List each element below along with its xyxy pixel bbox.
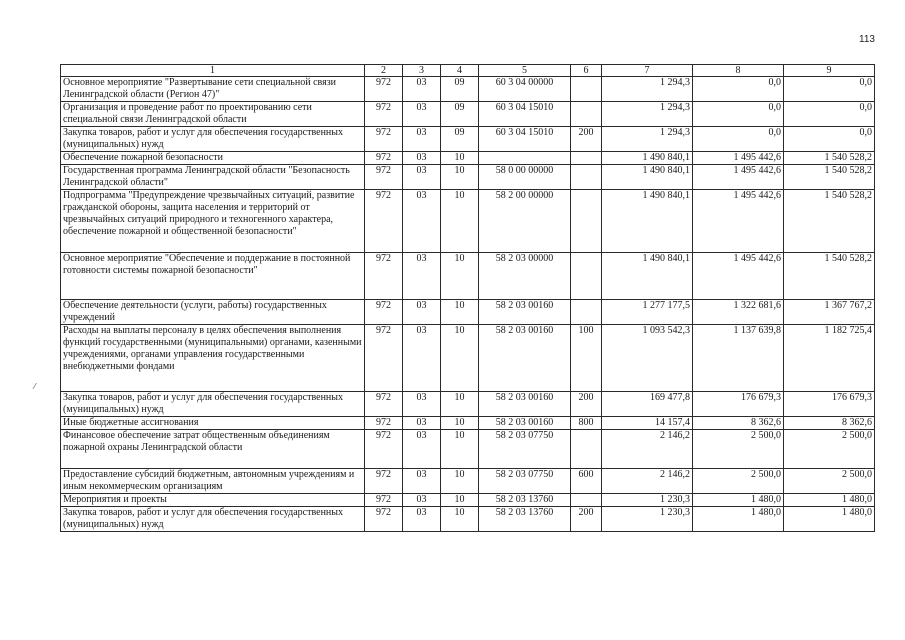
expense-type-cell: 100 (571, 325, 602, 392)
target-article-cell: 58 2 03 00160 (479, 417, 571, 430)
section-code-cell: 03 (403, 507, 441, 532)
amount-col8-cell: 8 362,6 (693, 417, 784, 430)
section-code-cell: 03 (403, 102, 441, 127)
amount-col9-cell: 2 500,0 (784, 430, 875, 469)
subsection-code-cell: 10 (441, 300, 479, 325)
ministry-code-cell: 972 (365, 430, 403, 469)
header-cell: 9 (784, 65, 875, 77)
amount-col8-cell: 1 480,0 (693, 507, 784, 532)
section-code-cell: 03 (403, 417, 441, 430)
section-code-cell: 03 (403, 494, 441, 507)
table-row (61, 430, 875, 469)
header-cell: 1 (61, 65, 365, 77)
item-name-cell: Мероприятия и проекты (61, 494, 365, 507)
section-code-cell: 03 (403, 253, 441, 300)
header-cell: 2 (365, 65, 403, 77)
item-name-cell: Основное мероприятие "Обеспечение и поддержание в постоянной готовности системы пожарной безопасности" (61, 253, 365, 300)
target-article-cell: 58 2 03 00160 (479, 392, 571, 417)
expense-type-cell (571, 190, 602, 253)
item-name-cell: Государственная программа Ленинградской области "Безопасность Ленинградской области" (61, 165, 365, 190)
budget-table (60, 64, 875, 532)
expense-type-cell (571, 300, 602, 325)
header-cell: 6 (571, 65, 602, 77)
item-name-cell: Обеспечение пожарной безопасности (61, 152, 365, 165)
expense-type-cell (571, 494, 602, 507)
amount-col8-cell: 0,0 (693, 102, 784, 127)
ministry-code-cell: 972 (365, 102, 403, 127)
amount-col8-cell: 1 495 442,6 (693, 152, 784, 165)
expense-type-cell: 200 (571, 127, 602, 152)
amount-col9-cell: 1 540 528,2 (784, 253, 875, 300)
expense-type-cell (571, 152, 602, 165)
target-article-cell: 60 3 04 00000 (479, 77, 571, 102)
item-name-cell: Предоставление субсидий бюджетным, автономным учреждениям и иным некоммерческим организациям (61, 469, 365, 494)
amount-col7-cell: 1 490 840,1 (602, 152, 693, 165)
header-cell: 7 (602, 65, 693, 77)
ministry-code-cell: 972 (365, 417, 403, 430)
table-row (61, 152, 875, 165)
header-cell: 3 (403, 65, 441, 77)
amount-col9-cell: 1 480,0 (784, 494, 875, 507)
amount-col9-cell: 8 362,6 (784, 417, 875, 430)
amount-col7-cell: 1 490 840,1 (602, 165, 693, 190)
amount-col8-cell: 176 679,3 (693, 392, 784, 417)
ministry-code-cell: 972 (365, 392, 403, 417)
amount-col9-cell: 1 540 528,2 (784, 165, 875, 190)
expense-type-cell: 800 (571, 417, 602, 430)
section-code-cell: 03 (403, 190, 441, 253)
amount-col7-cell: 2 146,2 (602, 430, 693, 469)
target-article-cell: 60 3 04 15010 (479, 102, 571, 127)
section-code-cell: 03 (403, 152, 441, 165)
ministry-code-cell: 972 (365, 190, 403, 253)
target-article-cell: 58 2 03 07750 (479, 430, 571, 469)
amount-col8-cell: 2 500,0 (693, 469, 784, 494)
table-row (61, 469, 875, 494)
section-code-cell: 03 (403, 127, 441, 152)
target-article-cell: 60 3 04 15010 (479, 127, 571, 152)
expense-type-cell (571, 102, 602, 127)
target-article-cell: 58 2 03 13760 (479, 494, 571, 507)
header-cell: 8 (693, 65, 784, 77)
amount-col7-cell: 1 294,3 (602, 127, 693, 152)
expense-type-cell: 200 (571, 507, 602, 532)
expense-type-cell (571, 77, 602, 102)
ministry-code-cell: 972 (365, 253, 403, 300)
subsection-code-cell: 10 (441, 417, 479, 430)
header-cell: 4 (441, 65, 479, 77)
ministry-code-cell: 972 (365, 165, 403, 190)
expense-type-cell: 600 (571, 469, 602, 494)
item-name-cell: Закупка товаров, работ и услуг для обеспечения государственных (муниципальных) нужд (61, 392, 365, 417)
expense-type-cell (571, 430, 602, 469)
amount-col8-cell: 1 495 442,6 (693, 190, 784, 253)
expense-type-cell (571, 165, 602, 190)
amount-col8-cell: 1 495 442,6 (693, 253, 784, 300)
item-name-cell: Закупка товаров, работ и услуг для обеспечения государственных (муниципальных) нужд (61, 127, 365, 152)
subsection-code-cell: 10 (441, 190, 479, 253)
ministry-code-cell: 972 (365, 325, 403, 392)
table-row (61, 507, 875, 532)
item-name-cell: Расходы на выплаты персоналу в целях обеспечения выполнения функций государственными (муниципальными) органами, казенными учреждениями, органами управления государственными внебюджетными фондами (61, 325, 365, 392)
amount-col8-cell: 0,0 (693, 77, 784, 102)
ministry-code-cell: 972 (365, 127, 403, 152)
amount-col7-cell: 169 477,8 (602, 392, 693, 417)
item-name-cell: Обеспечение деятельности (услуги, работы) государственных учреждений (61, 300, 365, 325)
item-name-cell: Подпрограмма "Предупреждение чрезвычайных ситуаций, развитие гражданской обороны, защита населения и территорий от чрезвычайных ситуаций природного и техногенного характера, обеспечение пожарной и общественной безопасности" (61, 190, 365, 253)
subsection-code-cell: 10 (441, 325, 479, 392)
amount-col7-cell: 14 157,4 (602, 417, 693, 430)
amount-col7-cell: 1 294,3 (602, 102, 693, 127)
amount-col9-cell: 0,0 (784, 102, 875, 127)
expense-type-cell (571, 253, 602, 300)
subsection-code-cell: 10 (441, 469, 479, 494)
amount-col9-cell: 1 540 528,2 (784, 190, 875, 253)
subsection-code-cell: 09 (441, 127, 479, 152)
amount-col7-cell: 1 490 840,1 (602, 190, 693, 253)
subsection-code-cell: 10 (441, 392, 479, 417)
item-name-cell: Закупка товаров, работ и услуг для обеспечения государственных (муниципальных) нужд (61, 507, 365, 532)
table-row (61, 300, 875, 325)
amount-col9-cell: 1 367 767,2 (784, 300, 875, 325)
amount-col7-cell: 1 230,3 (602, 507, 693, 532)
table-row (61, 325, 875, 392)
ministry-code-cell: 972 (365, 300, 403, 325)
amount-col9-cell: 2 500,0 (784, 469, 875, 494)
table-row (61, 253, 875, 300)
amount-col7-cell: 1 294,3 (602, 77, 693, 102)
item-name-cell: Основное мероприятие "Развертывание сети специальной связи Ленинградской области (Регион 47)" (61, 77, 365, 102)
subsection-code-cell: 10 (441, 507, 479, 532)
subsection-code-cell: 09 (441, 77, 479, 102)
amount-col8-cell: 0,0 (693, 127, 784, 152)
amount-col8-cell: 1 137 639,8 (693, 325, 784, 392)
section-code-cell: 03 (403, 430, 441, 469)
table-row (61, 165, 875, 190)
target-article-cell: 58 2 03 07750 (479, 469, 571, 494)
amount-col8-cell: 1 480,0 (693, 494, 784, 507)
item-name-cell: Иные бюджетные ассигнования (61, 417, 365, 430)
amount-col8-cell: 1 322 681,6 (693, 300, 784, 325)
item-name-cell: Организация и проведение работ по проектированию сети специальной связи Ленинградской области (61, 102, 365, 127)
amount-col9-cell: 1 182 725,4 (784, 325, 875, 392)
table-row (61, 102, 875, 127)
section-code-cell: 03 (403, 325, 441, 392)
subsection-code-cell: 10 (441, 494, 479, 507)
section-code-cell: 03 (403, 77, 441, 102)
amount-col9-cell: 1 480,0 (784, 507, 875, 532)
amount-col9-cell: 176 679,3 (784, 392, 875, 417)
header-cell: 5 (479, 65, 571, 77)
table-row (61, 392, 875, 417)
page-number: 113 (859, 34, 875, 45)
table-row (61, 417, 875, 430)
amount-col7-cell: 2 146,2 (602, 469, 693, 494)
amount-col7-cell: 1 277 177,5 (602, 300, 693, 325)
table-row (61, 77, 875, 102)
table-row (61, 127, 875, 152)
amount-col9-cell: 1 540 528,2 (784, 152, 875, 165)
ministry-code-cell: 972 (365, 469, 403, 494)
amount-col8-cell: 2 500,0 (693, 430, 784, 469)
expense-type-cell: 200 (571, 392, 602, 417)
section-code-cell: 03 (403, 469, 441, 494)
table-row (61, 494, 875, 507)
amount-col9-cell: 0,0 (784, 127, 875, 152)
amount-col7-cell: 1 230,3 (602, 494, 693, 507)
target-article-cell: 58 2 03 13760 (479, 507, 571, 532)
ministry-code-cell: 972 (365, 152, 403, 165)
header-row (61, 65, 875, 77)
amount-col9-cell: 0,0 (784, 77, 875, 102)
item-name-cell: Финансовое обеспечение затрат общественным объединениям пожарной охраны Ленинградской области (61, 430, 365, 469)
target-article-cell: 58 2 00 00000 (479, 190, 571, 253)
target-article-cell (479, 152, 571, 165)
amount-col8-cell: 1 495 442,6 (693, 165, 784, 190)
subsection-code-cell: 10 (441, 430, 479, 469)
section-code-cell: 03 (403, 392, 441, 417)
subsection-code-cell: 10 (441, 152, 479, 165)
target-article-cell: 58 2 03 00160 (479, 300, 571, 325)
ministry-code-cell: 972 (365, 494, 403, 507)
margin-scribble: ⁄ (34, 382, 36, 391)
amount-col7-cell: 1 490 840,1 (602, 253, 693, 300)
amount-col7-cell: 1 093 542,3 (602, 325, 693, 392)
section-code-cell: 03 (403, 300, 441, 325)
ministry-code-cell: 972 (365, 77, 403, 102)
ministry-code-cell: 972 (365, 507, 403, 532)
subsection-code-cell: 10 (441, 165, 479, 190)
target-article-cell: 58 2 03 00000 (479, 253, 571, 300)
table-row (61, 190, 875, 253)
subsection-code-cell: 09 (441, 102, 479, 127)
section-code-cell: 03 (403, 165, 441, 190)
target-article-cell: 58 0 00 00000 (479, 165, 571, 190)
target-article-cell: 58 2 03 00160 (479, 325, 571, 392)
subsection-code-cell: 10 (441, 253, 479, 300)
